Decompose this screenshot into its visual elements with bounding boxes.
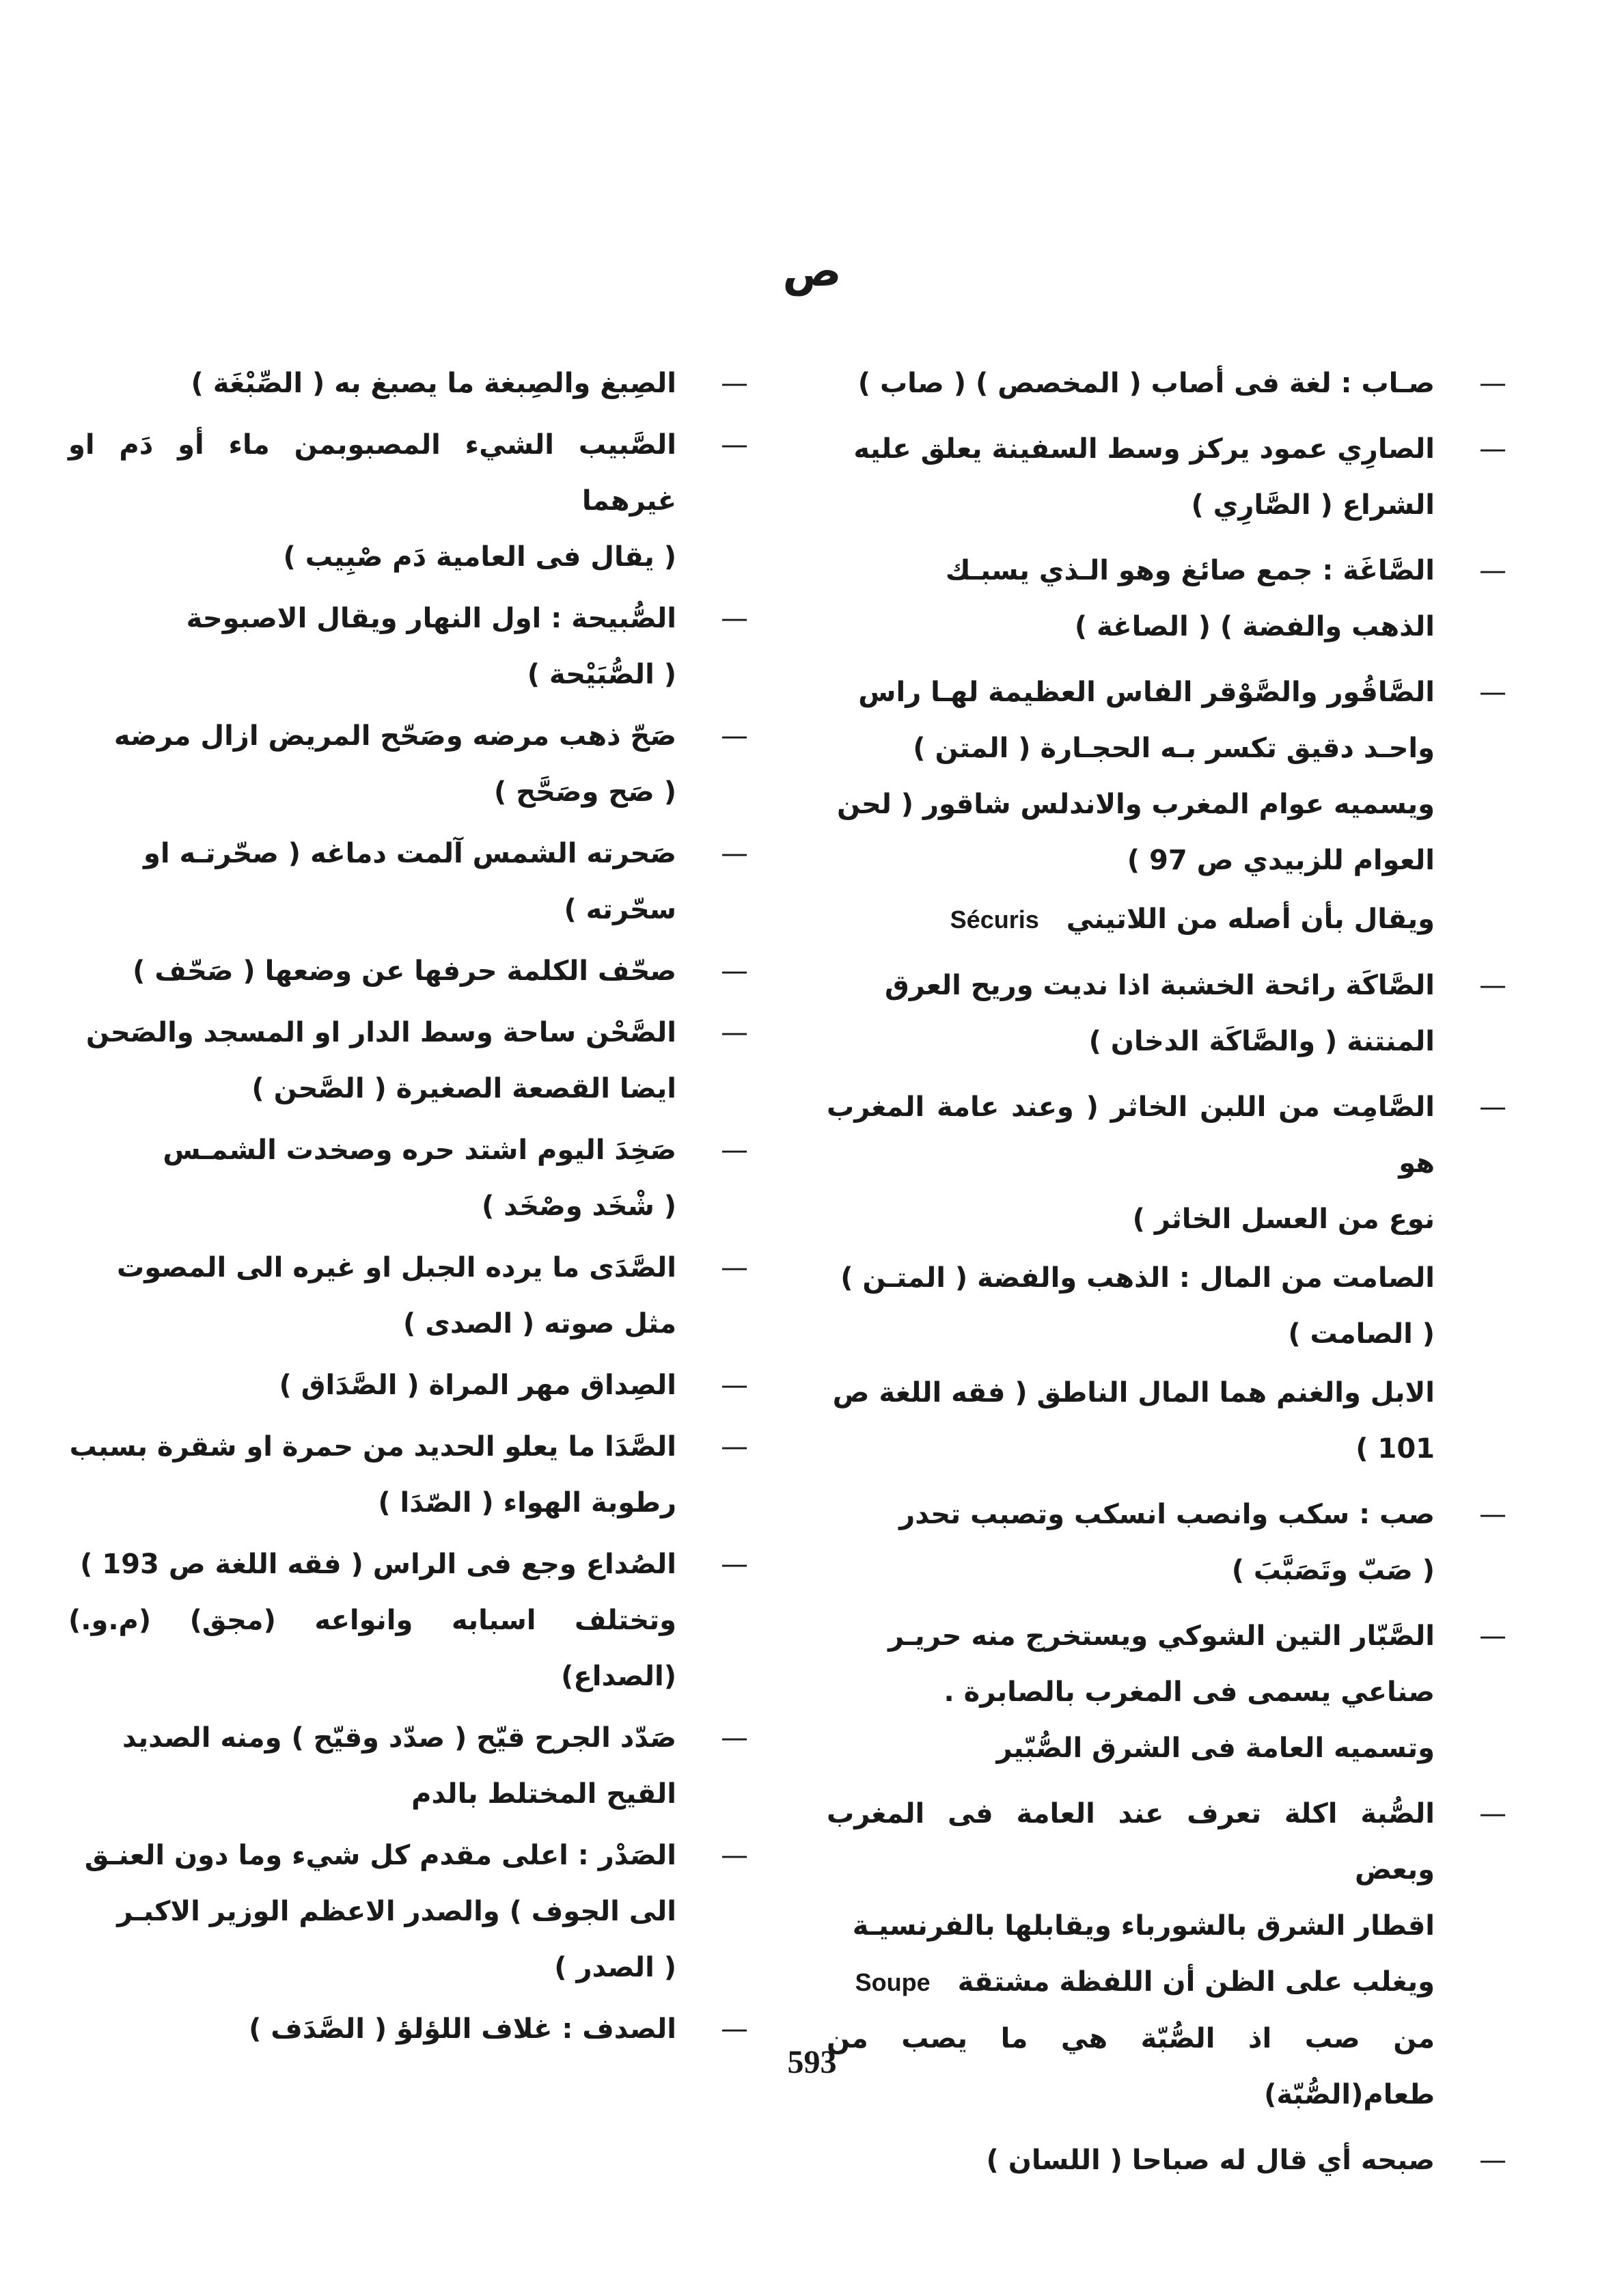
entry-line: — صحّف الكلمة حرفها عن وضعها ( صَحّف ) [133, 955, 676, 987]
entry-line: — الصِداق مهر المراة ( الصَّدَاق ) [279, 1370, 676, 1401]
entry-line: — الصَدْر : اعلى مقدم كل شيء وما دون العنـق [84, 1840, 676, 1871]
entry-line: رطوبة الهواء ( الصّدَا ) [378, 1487, 676, 1519]
entry-line: — صـاب : لغة فى أصاب ( المخصص ) ( صاب ) [857, 368, 1435, 399]
page-number: 593 [787, 2044, 837, 2080]
dictionary-entry [68, 590, 752, 703]
entry-line: ( صَبّ وتَصَبَّبَ ) [1231, 1555, 1435, 1586]
entry-line [827, 891, 1435, 948]
entry-line: — الصَّحْن ساحة وسط الدار او المسجد والصَحن [85, 1017, 676, 1048]
dictionary-entry [68, 1710, 752, 1822]
dictionary-entry [827, 891, 1510, 948]
entry-line: ( يقال فى العامية دَم صْبِيب ) [283, 541, 676, 573]
entry-line: — صب : سكب وانصب انسكب وتصبب تحدر [899, 1499, 1435, 1530]
dictionary-entry [827, 1608, 1510, 1776]
entry-line: — الصَّدَى ما يرده الجبل او غيره الى المصوت [117, 1252, 676, 1283]
entry-line: وتسميه العامة فى الشرق الصُّبّير [996, 1732, 1435, 1764]
entry-line: — الصُداع وجع فى الراس ( فقه اللغة ص 193 ) [80, 1549, 676, 1580]
dictionary-entry [68, 1357, 752, 1413]
dictionary-entry [68, 1122, 752, 1234]
entry-line: — الصِبغ والصِبغة ما يصبغ به ( الصِّبْغَة ) [191, 368, 676, 399]
entry-line: ( الصامت ) [1288, 1318, 1435, 1350]
right-column [827, 355, 1510, 2198]
entry-line: — الصدف : غلاف اللؤلؤ ( الصَّدَف ) [249, 2013, 676, 2045]
dictionary-entry [68, 826, 752, 938]
entry-line: المنتنة ( والصَّاكَة الدخان ) [1088, 1026, 1435, 1057]
entry-line: ايضا القصعة الصغيرة ( الصَّحن ) [251, 1073, 676, 1104]
entry-line: مثل صوته ( الصدى ) [403, 1308, 676, 1340]
dictionary-entry [827, 1250, 1510, 1362]
dictionary-entry [827, 543, 1510, 655]
entry-line: — صَدّد الجرح قيّح ( صدّد وقيّح ) ومنه الصديد [122, 1722, 676, 1754]
entry-line: من صب اذ الصُّبّة هي ما يصب من طعام(الصُّبّة) [827, 2023, 1435, 2110]
entry-line [827, 1954, 1435, 2011]
dictionary-entry [827, 1486, 1510, 1599]
entry-line: ( الصُّبَيْحة ) [527, 659, 676, 690]
dictionary-entry [68, 417, 752, 585]
entry-line: — الصُّبيحة : اول النهار ويقال الاصبوحة [186, 603, 676, 634]
entry-line: سحّرته ) [564, 894, 676, 925]
entry-line: — الصَّدَا ما يعلو الحديد من حمرة او شقرة بسبب [69, 1431, 676, 1463]
dictionary-entry [827, 355, 1510, 411]
entry-line: — الصَّاغَة : جمع صائغ وهو الـذي يسبـك [945, 555, 1435, 586]
entry-line: 101 ) [1355, 1433, 1435, 1465]
dictionary-entry [68, 1419, 752, 1531]
entry-line: واحـد دقيق تكسر بـه الحجـارة ( المتن ) [913, 733, 1435, 764]
left-column [68, 355, 752, 2063]
entry-line: — الصَّبّار التين الشوكي ويستخرج منه حريـر [888, 1620, 1435, 1652]
dictionary-entry [827, 421, 1510, 533]
entry-line: — الصارِي عمود يركز وسط السفينة يعلق عليه [853, 433, 1435, 465]
entry-line: — الصَّاكَة رائحة الخشبة اذا نديت وريح العرق [884, 970, 1435, 1001]
entry-line: — صَخِدَ اليوم اشتد حره وصخدت الشمـس [163, 1134, 676, 1166]
entry-line: نوع من العسل الخاثر ) [1132, 1204, 1435, 1235]
entry-line: ( صَح وصَحَّح ) [494, 776, 676, 808]
dictionary-entry [68, 943, 752, 999]
foreign-term: Sécuris [950, 906, 1039, 934]
entry-line: — الصَّامِت من اللبن الخاثر ( وعند عامة المغرب هو [827, 1091, 1435, 1179]
entry-line: العوام للزبيدي ص 97 ) [1127, 845, 1435, 876]
entry-line: صناعي يسمى فى المغرب بالصابرة . [944, 1676, 1435, 1708]
entry-line: — صبحه أي قال له صباحا ( اللسان ) [986, 2145, 1435, 2176]
entry-line: الى الجوف ) والصدر الاعظم الوزير الاكبـر [117, 1896, 676, 1927]
dictionary-entry [68, 1005, 752, 1117]
entry-line: — الصَّبيب الشيء المصبوبمن ماء أو دَم او غيرهما [68, 429, 676, 517]
foreign-term: Soupe [855, 1968, 931, 1996]
entry-text: ويغلب على الظن أن اللفظة مشتقة [957, 1966, 1435, 1998]
entry-line: ( شْخَد وصْخَد ) [481, 1191, 676, 1222]
entry-line: القيح المختلط بالدم [411, 1778, 676, 1810]
dictionary-entry [827, 1365, 1510, 1477]
entry-line: — صَحرته الشمس آلمت دماغه ( صحّرتـه او [143, 838, 676, 869]
entry-line: ويسميه عوام المغرب والاندلس شاقور ( لحن [837, 789, 1435, 820]
entry-line: الشراع ( الصَّارِي ) [1191, 489, 1435, 521]
dictionary-entry [827, 2132, 1510, 2188]
dictionary-entry [827, 1079, 1510, 1247]
entry-line: — الصَّاقُور والصَّوْقر الفاس العظيمة لهـا راس [858, 677, 1435, 708]
dictionary-entry [827, 957, 1510, 1070]
dictionary-entry [68, 355, 752, 411]
entry-line: الذهب والفضة ) ( الصاغة ) [1074, 611, 1435, 642]
dictionary-entry [68, 708, 752, 820]
entry-line: ( الصدر ) [554, 1952, 676, 1983]
dictionary-entry [68, 1536, 752, 1704]
entry-text: ويقال بأن أصله من اللاتيني [1066, 903, 1435, 935]
entry-line: — صَحّ ذهب مرضه وصَحّح المريض ازال مرضه [113, 720, 676, 752]
entry-line: وتختلف اسبابه وانواعه (مجق) (م.و.) (الصداع) [68, 1605, 676, 1692]
dictionary-entry [68, 1240, 752, 1352]
entry-line: — الصُّبة اكلة تعرف عند العامة فى المغرب وبعض [827, 1798, 1435, 1886]
dictionary-entry [827, 664, 1510, 888]
page-letter-heading: ص [782, 246, 842, 297]
entry-line: اقطار الشرق بالشوربا‌ء ويقابلها بالفرنسيـة [852, 1910, 1435, 1942]
dictionary-entry [68, 1827, 752, 1996]
entry-line: الابل والغنم هما المال الناطق ( فقه اللغة ص [832, 1377, 1435, 1409]
entry-line: الصامت من المال : الذهب والفضة ( المتـن ) [840, 1262, 1435, 1294]
